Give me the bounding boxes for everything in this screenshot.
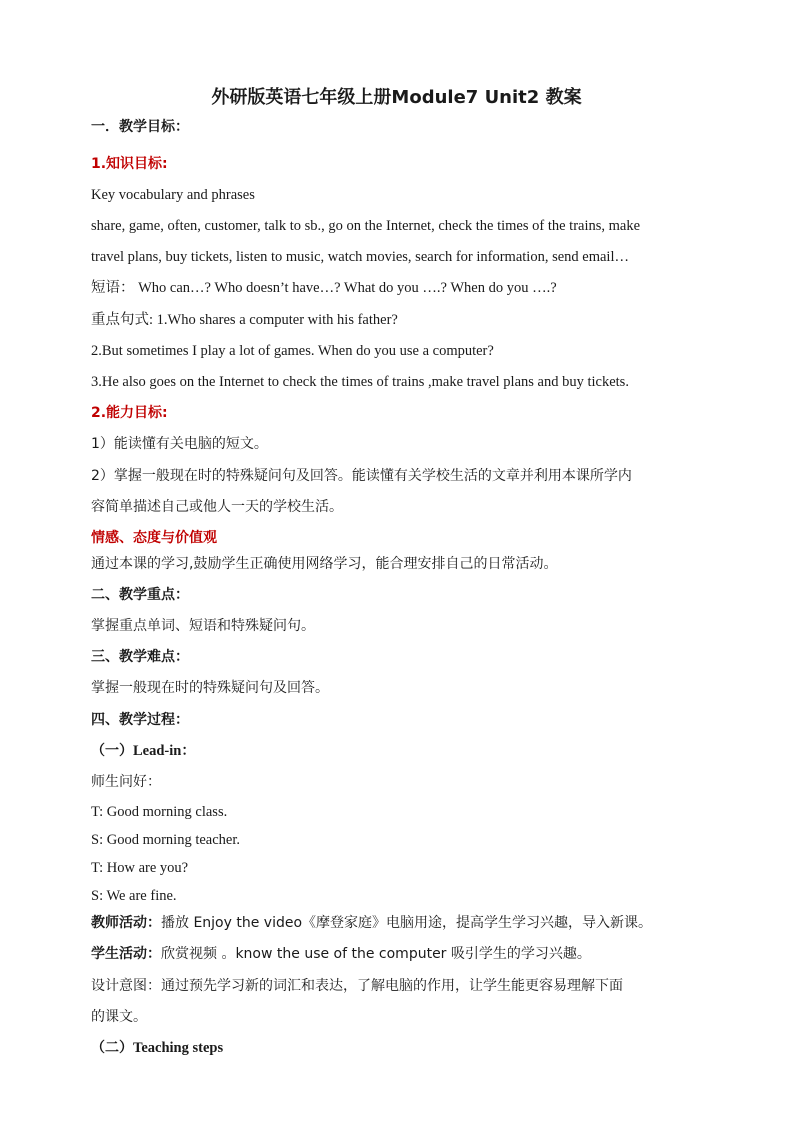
section-objectives-heading: 一．教学目标： <box>91 119 189 135</box>
ability-objectives-heading: 2.能力目标: <box>91 405 168 421</box>
key-points-text: 掌握重点单词、短语和特殊疑问句。 <box>91 618 315 634</box>
greeting-text: 师生问好： <box>91 774 161 790</box>
key-points-heading: 二、教学重点： <box>91 587 189 603</box>
teacher-activity: 教师活动：播放 Enjoy the video《摩登家庭》电脑用途，提高学生学习兴趣，导入新课。 <box>91 915 653 931</box>
emotion-heading: 情感、态度与价值观 <box>91 530 217 546</box>
teaching-steps-heading: （二）Teaching steps <box>91 1040 224 1056</box>
student-activity: 学生活动：欣赏视频 。know the use of the computer 吸引学生的学习兴趣。 <box>91 946 591 962</box>
phrases-line: 短语： Who can…? Who doesn’t have…? What do you ….? When do you ….? <box>91 280 557 296</box>
dialog-line-1: T: Good morning class. <box>91 804 228 820</box>
ability-item-1: 1）能读懂有关电脑的短文。 <box>91 436 268 452</box>
dialog-line-4: S: We are fine. <box>91 888 177 904</box>
key-sentence-2: 2.But sometimes I play a lot of games. When do you use a computer? <box>91 343 494 359</box>
vocab-line-2: travel plans, buy tickets, listen to music, watch movies, search for information, send email… <box>91 249 629 265</box>
ability-item-2: 2）掌握一般现在时的特殊疑问句及回答。能读懂有关学校生活的文章并利用本课所学内 <box>91 468 632 484</box>
difficulty-text: 掌握一般现在时的特殊疑问句及回答。 <box>91 680 329 696</box>
emotion-text: 通过本课的学习,鼓励学生正确使用网络学习，能合理安排自己的日常活动。 <box>91 556 558 572</box>
leadin-heading: （一）Lead-in： <box>91 743 196 759</box>
page-title: 外研版英语七年级上册Module7 Unit2 教案 <box>211 87 582 108</box>
process-heading: 四、教学过程： <box>91 712 189 728</box>
key-sentence-3: 3.He also goes on the Internet to check the times of trains ,make travel plans and buy tickets. <box>91 374 629 390</box>
design-intent: 设计意图：通过预先学习新的词汇和表达，了解电脑的作用，让学生能更容易理解下面 <box>91 978 623 994</box>
key-sentence-1: 重点句式: 1.Who shares a computer with his father? <box>91 312 398 328</box>
vocab-heading: Key vocabulary and phrases <box>91 187 255 203</box>
dialog-line-2: S: Good morning teacher. <box>91 832 241 848</box>
design-intent-cont: 的课文。 <box>91 1009 147 1025</box>
difficulty-heading: 三、教学难点： <box>91 649 189 665</box>
vocab-line-1: share, game, often, customer, talk to sb., go on the Internet, check the times of the trains, make <box>91 218 641 234</box>
dialog-line-3: T: How are you? <box>91 860 189 876</box>
knowledge-objectives-heading: 1.知识目标: <box>91 156 168 172</box>
ability-item-2-cont: 容简单描述自己或他人一天的学校生活。 <box>91 499 343 515</box>
